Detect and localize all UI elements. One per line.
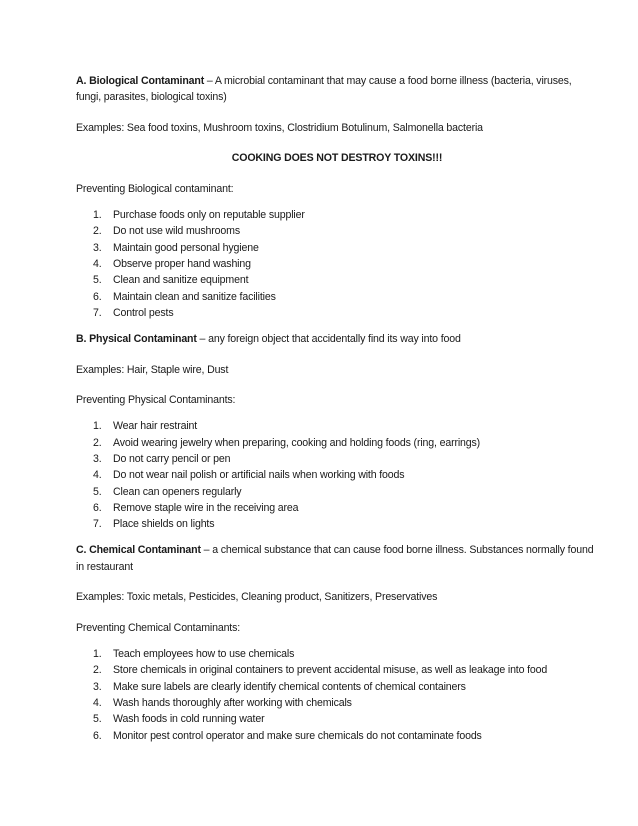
list-item-text: Wash foods in cold running water <box>113 713 265 726</box>
list-item-number: 7. <box>93 306 102 319</box>
biological-preventing-heading: Preventing Biological contaminant: <box>76 182 234 195</box>
list-item <box>76 679 598 695</box>
physical-heading <box>76 331 598 347</box>
cooking-warning: COOKING DOES NOT DESTROY TOXINS!!! <box>231 152 443 165</box>
list-item <box>76 695 598 711</box>
list-item <box>76 662 598 678</box>
biological-heading <box>76 73 598 106</box>
list-item-text: Clean can openers regularly <box>113 485 242 498</box>
document-body <box>76 73 598 744</box>
list-item <box>76 256 598 272</box>
list-item-text: Wear hair restraint <box>113 420 198 433</box>
list-item-number: 6. <box>93 729 102 742</box>
list-item-text: Observe proper hand washing <box>113 257 251 270</box>
list-item-text: Do not carry pencil or pen <box>113 452 231 465</box>
chemical-prevention-list <box>76 646 598 744</box>
list-item-text: Place shields on lights <box>113 518 215 531</box>
list-item <box>76 500 598 516</box>
list-item-number: 4. <box>93 469 102 482</box>
biological-examples: Examples: Sea food toxins, Mushroom toxins, Clostridium Botulinum, Salmonella bacteria <box>76 121 483 134</box>
list-item-number: 4. <box>93 696 102 709</box>
list-item-number: 7. <box>93 518 102 531</box>
list-item <box>76 451 598 467</box>
list-item-number: 1. <box>93 648 102 661</box>
physical-examples: Examples: Hair, Staple wire, Dust <box>76 363 229 376</box>
list-item-text: Remove staple wire in the receiving area <box>113 501 299 514</box>
list-item <box>76 240 598 256</box>
list-item-number: 4. <box>93 257 102 270</box>
list-item <box>76 305 598 321</box>
list-item-number: 3. <box>93 680 102 693</box>
list-item <box>76 272 598 288</box>
list-item-number: 5. <box>93 485 102 498</box>
list-item-number: 3. <box>93 452 102 465</box>
list-item-text: Maintain good personal hygiene <box>113 241 259 254</box>
physical-preventing-heading: Preventing Physical Contaminants: <box>76 393 236 406</box>
physical-description: – any foreign object that accidentally find its way into food <box>196 333 461 346</box>
chemical-examples: Examples: Toxic metals, Pesticides, Cleaning product, Sanitizers, Preservatives <box>76 591 438 604</box>
list-item-number: 3. <box>93 241 102 254</box>
biological-prevention-list <box>76 207 598 321</box>
list-item-number: 1. <box>93 420 102 433</box>
list-item-number: 6. <box>93 501 102 514</box>
list-item-text: Do not wear nail polish or artificial nails when working with foods <box>113 469 405 482</box>
chemical-preventing-heading: Preventing Chemical Contaminants: <box>76 621 241 634</box>
list-item-text: Make sure labels are clearly identify chemical contents of chemical containers <box>113 680 466 693</box>
list-item-number: 1. <box>93 209 102 222</box>
list-item <box>76 711 598 727</box>
chemical-description: – a chemical substance that can cause food borne illness. Substances normally found in restaurant <box>76 544 594 573</box>
list-item <box>76 418 598 434</box>
physical-title: B. Physical Contaminant <box>76 333 197 346</box>
list-item <box>76 728 598 744</box>
list-item-text: Clean and sanitize equipment <box>113 274 249 287</box>
biological-description: – A microbial contaminant that may cause a food borne illness (bacteria, viruses, fungi, parasites, biological toxins) <box>76 75 572 104</box>
list-item-text: Maintain clean and sanitize facilities <box>113 290 276 303</box>
list-item-number: 6. <box>93 290 102 303</box>
list-item <box>76 289 598 305</box>
list-item <box>76 207 598 223</box>
list-item-text: Control pests <box>113 306 174 319</box>
list-item-text: Do not use wild mushrooms <box>113 225 240 238</box>
list-item-number: 5. <box>93 713 102 726</box>
list-item <box>76 516 598 532</box>
list-item-text: Store chemicals in original containers to prevent accidental misuse, as well as leakage into food <box>113 664 548 677</box>
list-item-text: Avoid wearing jewelry when preparing, cooking and holding foods (ring, earrings) <box>113 436 481 449</box>
chemical-title: C. Chemical Contaminant <box>76 544 201 557</box>
list-item <box>76 467 598 483</box>
chemical-heading <box>76 542 598 575</box>
list-item-text: Purchase foods only on reputable supplier <box>113 209 305 222</box>
list-item-number: 5. <box>93 274 102 287</box>
list-item-number: 2. <box>93 664 102 677</box>
list-item-number: 2. <box>93 225 102 238</box>
list-item-number: 2. <box>93 436 102 449</box>
physical-prevention-list <box>76 418 598 532</box>
list-item-text: Wash hands thoroughly after working with chemicals <box>113 696 352 709</box>
list-item <box>76 646 598 662</box>
list-item <box>76 223 598 239</box>
list-item-text: Monitor pest control operator and make sure chemicals do not contaminate foods <box>113 729 482 742</box>
list-item <box>76 435 598 451</box>
list-item-text: Teach employees how to use chemicals <box>113 648 295 661</box>
list-item <box>76 484 598 500</box>
biological-title: A. Biological Contaminant <box>76 75 205 87</box>
